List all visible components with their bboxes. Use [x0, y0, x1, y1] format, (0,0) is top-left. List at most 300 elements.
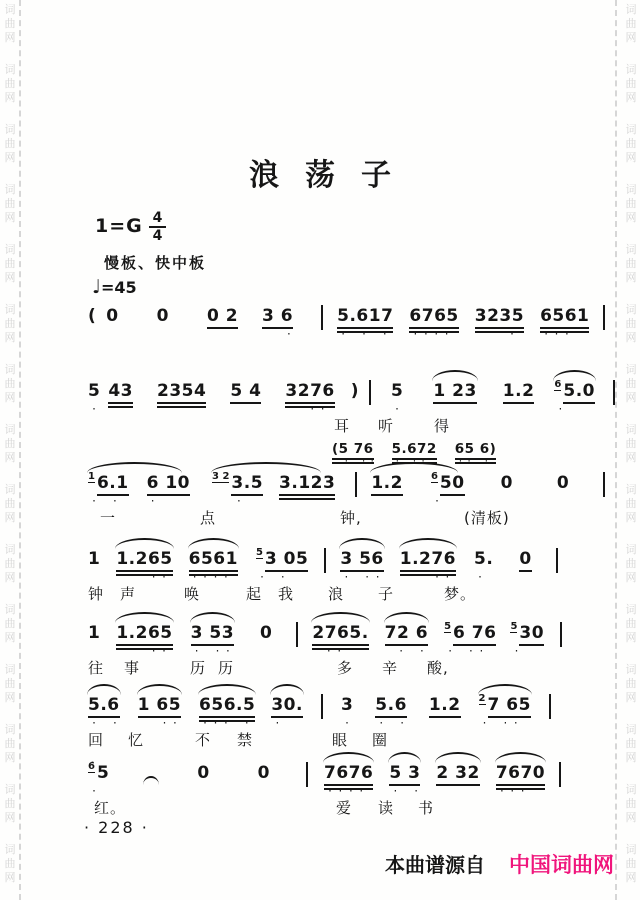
grace-note: 6	[430, 471, 438, 482]
note-group	[157, 380, 206, 408]
watermark-char: 网	[625, 631, 637, 644]
watermark-char: 词	[4, 603, 16, 616]
watermark-char: 网	[625, 511, 637, 524]
note-digits: 5	[96, 763, 110, 783]
grace-note: 3 2	[212, 471, 230, 482]
note-digits: 1.2	[503, 380, 535, 404]
note-digits: 0	[556, 473, 570, 493]
watermark-column-left	[2, 4, 18, 900]
watermark-gap	[623, 706, 639, 724]
barline	[559, 762, 561, 787]
octave-dots: ·	[274, 718, 285, 729]
watermark-char: 曲	[4, 257, 16, 270]
watermark-char: 网	[625, 391, 637, 404]
note-digits: 5	[391, 381, 404, 401]
watermark-gap	[623, 526, 639, 544]
note-group	[444, 621, 497, 657]
slur-arc	[190, 612, 235, 623]
footer-brand: 中国词曲网	[509, 853, 614, 877]
note-group	[88, 694, 123, 729]
watermark-char: 网	[625, 811, 637, 824]
note-group	[474, 548, 494, 583]
grace-note: 5	[255, 547, 263, 558]
note-group	[384, 622, 430, 657]
grace-note: 2	[478, 693, 486, 704]
grace-note: 1	[88, 471, 95, 482]
watermark-char: 词	[625, 243, 637, 256]
watermark-char: 曲	[4, 437, 16, 450]
watermark-char: 网	[4, 811, 16, 824]
watermark-char: 曲	[625, 77, 637, 90]
watermark-char: 曲	[625, 257, 637, 270]
watermark-char: 网	[4, 871, 16, 884]
lyric-syllable: 历	[190, 659, 207, 677]
note-group	[108, 380, 133, 408]
note-digits: 2354	[157, 380, 206, 408]
music-line	[88, 305, 605, 363]
footer-source-label: 本曲谱源自	[385, 853, 485, 877]
watermark-char: 词	[4, 123, 16, 136]
note-group	[258, 762, 270, 784]
lyric-syllable: 圈	[372, 731, 389, 749]
lyric-syllable: 我	[278, 585, 295, 603]
note-digits: 3.5	[231, 472, 263, 496]
note-group	[88, 380, 102, 415]
watermark-char: 网	[4, 751, 16, 764]
note-group	[324, 762, 374, 797]
watermark-char: 曲	[4, 17, 16, 30]
watermark-char: 曲	[625, 557, 637, 570]
watermark-char: 词	[625, 603, 637, 616]
watermark-char: 词	[4, 243, 16, 256]
watermark-char: 曲	[625, 677, 637, 690]
note-digits: 3 6	[262, 305, 293, 329]
watermark-char: 曲	[625, 437, 637, 450]
grace-note: 6	[554, 379, 562, 390]
watermark-char: 词	[625, 543, 637, 556]
octave-dots: ·	[433, 496, 445, 507]
watermark-char: 曲	[625, 17, 637, 30]
lyric-syllable: 红。	[94, 799, 127, 817]
watermark-char: 网	[4, 211, 16, 224]
watermark-gap	[2, 226, 18, 244]
watermark-gap	[623, 286, 639, 304]
note-digits: 0	[260, 623, 273, 643]
watermark-char: 词	[4, 543, 16, 556]
grace-note: 5	[510, 621, 518, 632]
watermark-gap	[2, 106, 18, 124]
lyric-syllable: 钟	[88, 585, 105, 603]
slur-arc	[137, 684, 182, 695]
slur-arc	[495, 752, 546, 763]
watermark-gap	[623, 346, 639, 364]
watermark-char: 词	[4, 483, 16, 496]
note-digits: 6 76	[453, 622, 496, 646]
octave-dots: · ··	[343, 572, 386, 583]
barline	[321, 305, 323, 330]
barline	[355, 472, 357, 497]
note-digits: 7670	[496, 762, 545, 790]
music-line	[88, 472, 605, 530]
lyric-syllable: 爱	[336, 799, 353, 817]
note-group	[430, 471, 465, 507]
note-group	[519, 548, 531, 572]
note-group	[188, 548, 238, 583]
note-group	[340, 548, 386, 583]
note-group	[137, 694, 183, 729]
note-group	[540, 305, 590, 340]
octave-dots: · ·	[91, 496, 123, 507]
watermark-char: 词	[625, 843, 637, 856]
note-digits: (5 76	[332, 441, 374, 464]
watermark-gap	[2, 826, 18, 844]
note-digits: 6561	[189, 548, 238, 576]
octave-dots: · ·	[378, 718, 410, 729]
note-group	[510, 621, 545, 657]
octave-dots: ·	[215, 496, 247, 507]
octave-dots: ··	[119, 572, 172, 583]
note-group	[88, 471, 129, 507]
note-group	[375, 694, 410, 729]
music-line	[88, 380, 615, 438]
watermark-char: 网	[625, 691, 637, 704]
octave-dots: ·	[477, 329, 520, 340]
watermark-char: 曲	[4, 797, 16, 810]
octave-dots: ·	[343, 718, 355, 729]
note-digits: 5.0	[563, 380, 595, 404]
watermark-char: 网	[4, 331, 16, 344]
note-group	[391, 438, 437, 467]
watermark-char: 网	[625, 91, 637, 104]
note-group	[340, 694, 355, 729]
watermark-gap	[2, 586, 18, 604]
note-group	[557, 472, 569, 494]
note-digits: 5.672	[392, 441, 437, 464]
watermark-char: 曲	[625, 857, 637, 870]
watermark-char: 网	[625, 751, 637, 764]
watermark-char: 词	[625, 423, 637, 436]
note-group	[371, 472, 403, 496]
watermark-char: 曲	[625, 737, 637, 750]
octave-dots: ····	[191, 572, 234, 583]
footer-source	[385, 849, 614, 879]
note-group	[391, 380, 405, 415]
watermark-char: 网	[625, 31, 637, 44]
lyric-syllable: 浪	[328, 585, 345, 603]
note-digits: )	[350, 381, 360, 401]
note-digits: 6 10	[147, 472, 190, 496]
lyric-syllable: 回	[88, 731, 105, 749]
watermark-char: 曲	[4, 857, 16, 870]
octave-dots: ··	[315, 646, 358, 657]
note-group	[433, 380, 476, 404]
watermark-char: 曲	[625, 617, 637, 630]
note-digits: (	[88, 306, 97, 326]
octave-dots: · ·	[91, 718, 123, 729]
watermark-char: 网	[4, 451, 16, 464]
watermark-char: 网	[4, 151, 16, 164]
octave-dots: ·	[265, 329, 297, 340]
watermark-char: 网	[625, 451, 637, 464]
octave-dots: · ·	[392, 786, 424, 797]
note-group	[262, 305, 297, 340]
note-group	[212, 471, 264, 507]
watermark-gap	[623, 226, 639, 244]
note-group	[88, 305, 96, 327]
slur-arc	[115, 612, 173, 623]
lyric-syllable: 辛	[382, 659, 399, 677]
note-digits: 5 4	[230, 380, 261, 404]
note-group	[436, 762, 479, 786]
note-digits: 0	[156, 306, 169, 326]
watermark-char: 曲	[4, 677, 16, 690]
octave-dots: ·	[91, 786, 102, 797]
note-digits: 5.	[474, 549, 494, 569]
octave-dots: ··· ·	[202, 718, 255, 729]
lyric-syllable: (清板)	[464, 509, 510, 527]
octave-dots: · ··	[447, 646, 489, 657]
watermark-char: 词	[625, 123, 637, 136]
slur-arc	[323, 752, 374, 763]
watermark-gap	[623, 886, 639, 900]
note-group	[88, 761, 110, 797]
watermark-char: 词	[625, 363, 637, 376]
note-group	[146, 472, 190, 507]
watermark-gap	[2, 886, 18, 900]
lyric-syllable: 禁	[237, 731, 254, 749]
watermark-char: 网	[4, 511, 16, 524]
note-group	[351, 380, 359, 402]
watermark-char: 网	[4, 691, 16, 704]
slur-arc	[388, 752, 421, 763]
metronome-marking	[92, 276, 137, 298]
slur-arc	[478, 684, 532, 695]
grace-note: 6̇	[88, 761, 95, 772]
watermark-gap	[623, 46, 639, 64]
barline	[603, 472, 605, 497]
watermark-char: 词	[625, 3, 637, 16]
watermark-char: 曲	[625, 137, 637, 150]
music-line	[88, 548, 558, 606]
note-group	[495, 762, 546, 797]
note-digits: 72 6	[385, 622, 428, 646]
watermark-char: 词	[4, 423, 16, 436]
note-digits: 3 05	[265, 548, 308, 572]
watermark-column-right	[623, 4, 639, 900]
watermark-char: 曲	[4, 617, 16, 630]
watermark-char: 曲	[4, 377, 16, 390]
lyric-syllable: 多	[337, 659, 354, 677]
note-digits: 50	[440, 472, 465, 496]
time-signature	[149, 211, 166, 243]
watermark-gap	[623, 826, 639, 844]
note-digits: 1.2	[371, 472, 403, 496]
note-digits: 43	[108, 380, 133, 408]
note-group	[554, 379, 595, 415]
octave-dots: ·· ·	[457, 457, 493, 467]
lyric-syllable: 点	[200, 509, 217, 527]
barline	[324, 548, 326, 573]
note-group	[389, 762, 424, 797]
watermark-char: 词	[625, 183, 637, 196]
lyric-syllable: 得	[434, 417, 451, 435]
note-digits: 1.265	[116, 548, 172, 576]
watermark-gap	[2, 466, 18, 484]
lyric-syllable: 起	[246, 585, 263, 603]
watermark-char: 词	[625, 723, 637, 736]
octave-dots: ··	[140, 718, 183, 729]
note-digits: 0 2	[207, 305, 238, 329]
note-digits: 1	[88, 549, 101, 569]
lyric-syllable: 一	[100, 509, 117, 527]
note-group	[88, 622, 100, 644]
note-group	[190, 622, 236, 657]
lyric-syllable: 忆	[128, 731, 145, 749]
watermark-char: 曲	[4, 497, 16, 510]
slur-arc	[188, 538, 239, 549]
note-digits: 5	[88, 381, 101, 401]
slur-arc	[399, 538, 457, 549]
watermark-char: 词	[625, 483, 637, 496]
barline	[556, 548, 558, 573]
octave-dots: · ·	[258, 572, 301, 583]
note-digits: 0	[257, 763, 270, 783]
watermark-char: 曲	[4, 557, 16, 570]
barline	[306, 762, 308, 787]
octave-dots: ···	[498, 786, 541, 797]
note-group	[230, 380, 261, 404]
note-digits: 1 65	[138, 694, 181, 718]
note-digits: 3276	[285, 380, 334, 408]
slur-arc	[553, 370, 596, 381]
lyric-syllable: 不	[195, 731, 212, 749]
octave-dots: ··	[288, 404, 331, 415]
octave-dots: ·	[557, 404, 568, 415]
tie-curve	[143, 776, 159, 785]
music-line	[88, 762, 561, 820]
note-digits: 2765.	[312, 622, 368, 650]
octave-dots: ··	[402, 572, 455, 583]
note-digits: 3 53	[191, 622, 234, 646]
note-digits: 0	[500, 473, 513, 493]
watermark-gap	[2, 286, 18, 304]
tempo-marking: 慢板、快中板	[104, 254, 207, 272]
octave-dots: ····	[327, 786, 369, 797]
slur-arc	[311, 612, 369, 623]
watermark-char: 曲	[625, 497, 637, 510]
slur-arc	[339, 538, 384, 549]
watermark-char: 词	[4, 843, 16, 856]
note-group	[503, 380, 535, 404]
watermark-char: 词	[4, 723, 16, 736]
octave-dots: · ··	[394, 457, 430, 467]
note-group	[409, 305, 459, 340]
time-signature-top: 4	[149, 211, 166, 228]
lyric-syllable: 听	[378, 417, 395, 435]
note-digits: 0	[519, 548, 531, 572]
music-line	[88, 694, 551, 752]
right-dashed-rule	[615, 0, 617, 900]
note-digits: 3235	[475, 305, 524, 333]
note-digits: 30	[519, 622, 544, 646]
watermark-gap	[623, 646, 639, 664]
watermark-gap	[2, 46, 18, 64]
note-group	[199, 694, 256, 729]
note-digits: 1.265	[116, 622, 172, 650]
barline	[613, 380, 615, 405]
note-group	[255, 547, 309, 583]
watermark-char: 词	[625, 303, 637, 316]
note-digits: 65 6)	[455, 441, 497, 464]
watermark-char: 曲	[4, 737, 16, 750]
watermark-char: 网	[625, 151, 637, 164]
watermark-char: 网	[625, 211, 637, 224]
watermark-char: 网	[4, 91, 16, 104]
note-digits: 0	[106, 306, 119, 326]
watermark-char: 网	[4, 31, 16, 44]
note-digits: 1.276	[400, 548, 456, 576]
octave-dots: ····	[412, 329, 455, 340]
watermark-char: 网	[4, 631, 16, 644]
barline	[560, 622, 562, 647]
note-group	[454, 438, 497, 467]
page-title: 浪荡子	[249, 158, 417, 193]
watermark-gap	[2, 406, 18, 424]
note-group	[399, 548, 457, 583]
lyric-syllable: 耳	[334, 417, 351, 435]
slur-arc	[198, 684, 256, 695]
note-group	[271, 694, 303, 729]
page-number: · 228 ·	[84, 818, 149, 837]
note-digits: 3.123	[279, 472, 335, 500]
slur-arc	[384, 612, 429, 623]
note-digits: 0	[197, 763, 210, 783]
watermark-char: 网	[625, 871, 637, 884]
watermark-char: 曲	[4, 317, 16, 330]
watermark-char: 词	[4, 183, 16, 196]
lyric-syllable: 往	[88, 659, 105, 677]
note-digits: 7676	[324, 762, 373, 790]
watermark-char: 网	[625, 271, 637, 284]
octave-dots: · ··	[481, 718, 524, 729]
time-signature-bottom: 4	[152, 228, 163, 244]
watermark-char: 曲	[625, 797, 637, 810]
note-group	[106, 305, 118, 327]
watermark-char: 网	[4, 391, 16, 404]
watermark-char: 曲	[625, 197, 637, 210]
lyric-syllable: 读	[378, 799, 395, 817]
slur-arc	[87, 684, 121, 695]
note-digits: 5.617	[337, 305, 393, 333]
octave-dots: ·	[477, 572, 488, 583]
note-digits: 1.2	[429, 694, 461, 718]
watermark-gap	[623, 406, 639, 424]
octave-dots: · · ·	[340, 329, 393, 340]
note-group	[332, 438, 379, 467]
watermark-char: 词	[4, 63, 16, 76]
lyric-syllable: 梦。	[444, 585, 477, 603]
octave-dots: ·	[91, 404, 102, 415]
note-group	[260, 622, 272, 644]
octave-dots: ···	[543, 329, 585, 340]
lyric-syllable: 唤	[184, 585, 201, 603]
note-digits: 3 56	[340, 548, 383, 572]
octave-dots: · ··	[335, 457, 379, 467]
octave-dots: ·	[149, 496, 161, 507]
note-group	[197, 762, 209, 784]
slur-arc	[270, 684, 304, 695]
lyric-syllable: 声	[120, 585, 137, 603]
